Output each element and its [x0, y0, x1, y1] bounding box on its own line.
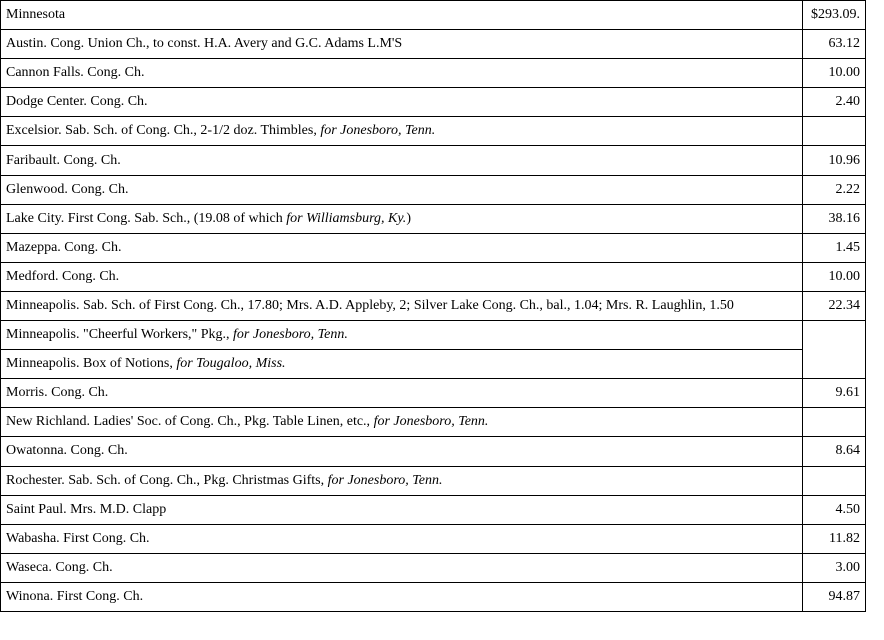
table-row: [1, 350, 866, 379]
row-note: for Williamsburg, Ky.: [286, 210, 407, 226]
table-row: [1, 408, 866, 437]
row-text: Minneapolis. "Cheerful Workers," Pkg.,: [6, 327, 234, 343]
row-text: Minneapolis. Sab. Sch. of First Cong. Ch., 17.80; Mrs. A.D. Appleby, 2; Silver Lake Cong. Ch., bal., 1.04; Mrs. R. Laughlin, 1.50: [6, 297, 734, 313]
row-note: for Tougaloo, Miss.: [176, 356, 286, 372]
row-text: Saint Paul. Mrs. M.D. Clapp: [6, 501, 167, 517]
row-amount: 2.40: [803, 88, 866, 117]
row-description: [1, 146, 803, 175]
row-amount: 3.00: [803, 553, 866, 582]
row-text: Winona. First Cong. Ch.: [6, 588, 144, 604]
table-row: [1, 466, 866, 495]
row-amount: 94.87: [803, 582, 866, 611]
row-description: [1, 30, 803, 59]
row-amount: 63.12: [803, 30, 866, 59]
row-amount: 10.00: [803, 59, 866, 88]
row-amount: [803, 408, 866, 437]
row-description: [1, 495, 803, 524]
table-row: [1, 30, 866, 59]
row-description: [1, 59, 803, 88]
row-description: [1, 437, 803, 466]
row-text: Lake City. First Cong. Sab. Sch., (19.08 of which: [6, 210, 287, 226]
row-text: Waseca. Cong. Ch.: [6, 559, 113, 575]
row-amount: 8.64: [803, 437, 866, 466]
row-text: Morris. Cong. Ch.: [6, 385, 109, 401]
row-amount: [803, 466, 866, 495]
row-text: Rochester. Sab. Sch. of Cong. Ch., Pkg. Christmas Gifts,: [6, 472, 328, 488]
table-row: [1, 262, 866, 291]
table-row: [1, 553, 866, 582]
row-description: [1, 117, 803, 146]
row-description: [1, 233, 803, 262]
row-amount: 9.61: [803, 379, 866, 408]
table-row: [1, 233, 866, 262]
row-suffix: ): [406, 210, 411, 226]
row-description: [1, 524, 803, 553]
table-row: [1, 495, 866, 524]
table-row: [1, 175, 866, 204]
row-amount: 4.50: [803, 495, 866, 524]
table-row: [1, 437, 866, 466]
row-text: Wabasha. First Cong. Ch.: [6, 530, 150, 546]
row-note: for Jonesboro, Tenn.: [320, 123, 436, 139]
row-description: [1, 204, 803, 233]
row-description: [1, 321, 803, 350]
row-text: New Richland. Ladies' Soc. of Cong. Ch., Pkg. Table Linen, etc.,: [6, 414, 374, 430]
row-description: [1, 408, 803, 437]
row-amount: 10.96: [803, 146, 866, 175]
row-amount: 22.34: [803, 291, 866, 320]
table-row: [1, 88, 866, 117]
table-row: [1, 291, 866, 320]
row-text: Faribault. Cong. Ch.: [6, 152, 121, 168]
state-total: $293.09.: [803, 1, 866, 30]
row-description: [1, 175, 803, 204]
row-amount: [803, 321, 866, 379]
row-amount: 1.45: [803, 233, 866, 262]
row-text: Glenwood. Cong. Ch.: [6, 181, 129, 197]
table-row: [1, 146, 866, 175]
row-description: [1, 582, 803, 611]
row-amount: 2.22: [803, 175, 866, 204]
row-note: for Jonesboro, Tenn.: [327, 472, 443, 488]
state-name: Minnesota: [1, 1, 803, 30]
row-amount: 38.16: [803, 204, 866, 233]
row-amount: 10.00: [803, 262, 866, 291]
table-row: [1, 117, 866, 146]
row-description: [1, 262, 803, 291]
table-row: [1, 379, 866, 408]
row-note: for Jonesboro, Tenn.: [233, 327, 348, 343]
table-row: [1, 59, 866, 88]
state-header-row: [1, 1, 866, 30]
row-text: Mazeppa. Cong. Ch.: [6, 239, 122, 255]
row-text: Medford. Cong. Ch.: [6, 268, 120, 284]
row-description: [1, 553, 803, 582]
contributions-body: [1, 1, 866, 612]
row-text: Minneapolis. Box of Notions,: [6, 356, 177, 372]
table-row: [1, 524, 866, 553]
table-row: [1, 204, 866, 233]
row-text: Austin. Cong. Union Ch., to const. H.A. Avery and G.C. Adams L.M'S: [6, 36, 403, 52]
table-row: [1, 321, 866, 350]
row-text: Cannon Falls. Cong. Ch.: [6, 65, 145, 81]
row-description: [1, 350, 803, 379]
row-amount: [803, 117, 866, 146]
row-description: [1, 466, 803, 495]
row-text: Owatonna. Cong. Ch.: [6, 443, 128, 459]
row-description: [1, 379, 803, 408]
row-note: for Jonesboro, Tenn.: [373, 414, 489, 430]
row-text: Dodge Center. Cong. Ch.: [6, 94, 148, 110]
row-amount: 11.82: [803, 524, 866, 553]
row-description: [1, 291, 803, 320]
table-row: [1, 582, 866, 611]
row-text: Excelsior. Sab. Sch. of Cong. Ch., 2-1/2 doz. Thimbles,: [6, 123, 321, 139]
row-description: [1, 88, 803, 117]
